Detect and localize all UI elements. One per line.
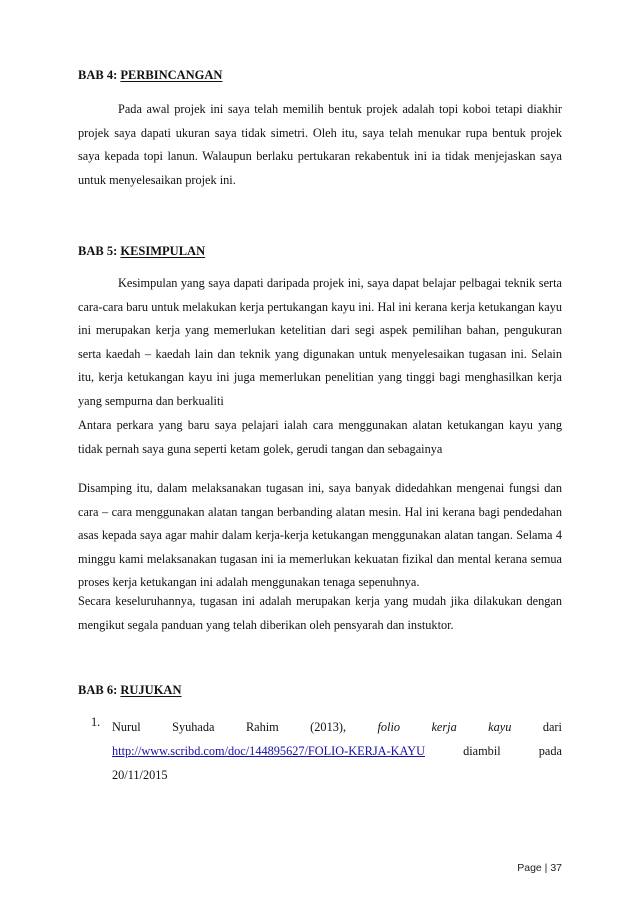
- bab5-paragraph-3: Disamping itu, dalam melaksanakan tugasan ini, saya banyak didedahkan mengenai fungsi dan cara – cara menggunakan alatan tangan berbanding alatan mesin. Hal ini kerana bagi pendedahan asas kepada saya agar mahir dalam kerja-kerja ketukangan menggunakan alatan tangan. Selama 4 minggu kami melaksanakan tugasan ini ia memerlukan kekuatan fizikal dan mental kerana semua proses kerja ketukangan ini adalah menggunakan tenaga sepenuhnya.: [78, 481, 562, 589]
- ref-author-first: Nurul: [112, 720, 141, 734]
- reference-date: 20/11/2015: [112, 768, 168, 782]
- section-heading-bab5: [78, 244, 205, 259]
- reference-line-1: [112, 715, 562, 739]
- section-title: RUJUKAN: [120, 683, 182, 697]
- section-title: PERBINCANGAN: [120, 68, 223, 82]
- bab5-paragraph-2: Antara perkara yang baru saya pelajari ialah cara menggunakan alatan ketukangan kayu yang tidak pernah saya guna seperti ketam golek, gerudi tangan dan sebagainya: [78, 418, 562, 456]
- bab4-paragraph: Pada awal projek ini saya telah memilih bentuk projek adalah topi koboi tetapi diakhir projek saya dapati ukuran saya tidak simetri. Oleh itu, saya telah menukar rupa bentuk projek saya kepada topi lanun. Walaupun berlaku pertukaran rekabentuk ini ia tidak menjejaskan saya untuk menyelesaikan projek ini.: [78, 102, 562, 187]
- page-number-footer: Page | 37: [517, 862, 562, 874]
- bab5-paragraph-4: Secara keseluruhannya, tugasan ini adalah merupakan kerja yang mudah jika dilakukan dengan mengikut segala panduan yang telah diberikan oleh pensyarah dan instuktor.: [78, 594, 562, 632]
- ref-title-2: kerja: [431, 720, 457, 734]
- ref-title-3: kayu: [488, 720, 512, 734]
- section-number: BAB 4:: [78, 68, 118, 82]
- ref-year: (2013),: [310, 720, 347, 734]
- section-number: BAB 5:: [78, 244, 118, 258]
- reference-url-link[interactable]: http://www.scribd.com/doc/144895627/FOLIO-KERJA-KAYU: [112, 744, 425, 758]
- section-heading-bab6: [78, 683, 181, 698]
- bab5-paragraph-1: Kesimpulan yang saya dapati daripada projek ini, saya dapat belajar pelbagai teknik serta cara-cara baru untuk melakukan kerja pertukangan kayu ini. Hal ini kerana kerja ketukangan kayu ini merupakan kerja yang memerlukan ketelitian dari segi aspek pemilihan bahan, pengukuran serta kaedah – kaedah lain dan teknik yang digunakan untuk menyelesaikan tugasan ini. Selain itu, kerja ketukangan kayu ini juga memerlukan penelitian yang tinggi bagi menghasilkan kerja yang sempurna dan berkualiti: [78, 276, 562, 408]
- ref-on: pada: [538, 744, 562, 758]
- reference-number: 1.: [91, 715, 101, 729]
- reference-line-2: [112, 739, 562, 763]
- reference-body: [112, 715, 562, 787]
- section-title: KESIMPULAN: [120, 244, 206, 258]
- section-number: BAB 6:: [78, 683, 118, 697]
- ref-retrieved: diambil: [463, 744, 501, 758]
- ref-from: dari: [542, 720, 562, 734]
- ref-title-1: folio: [377, 720, 401, 734]
- ref-author-mid: Syuhada: [172, 720, 215, 734]
- ref-author-last: Rahim: [245, 720, 279, 734]
- section-heading-bab4: [78, 68, 222, 83]
